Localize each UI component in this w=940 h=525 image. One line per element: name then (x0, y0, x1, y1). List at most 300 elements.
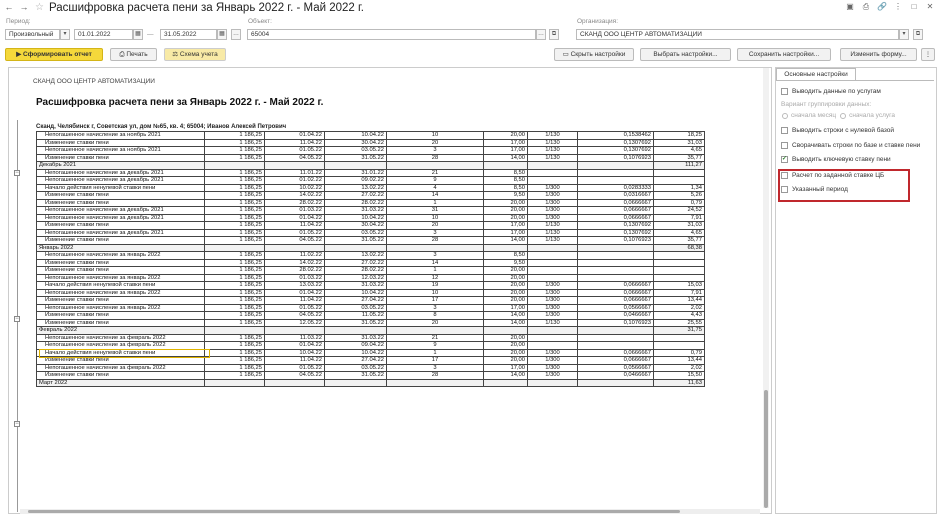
table-cell[interactable] (528, 162, 578, 170)
group-toggle-december[interactable]: − (15, 170, 19, 176)
table-cell[interactable] (205, 379, 265, 387)
table-row[interactable] (37, 132, 705, 140)
table-cell[interactable] (654, 169, 705, 177)
table-cell[interactable]: 20,00 (484, 267, 528, 275)
table-cell[interactable]: 1 186,25 (205, 214, 265, 222)
print-icon[interactable]: ⎙ (862, 2, 870, 11)
table-row[interactable] (37, 252, 705, 260)
table-cell[interactable]: 8,50 (484, 169, 528, 177)
table-row[interactable] (37, 199, 705, 207)
table-cell[interactable]: 35,77 (654, 154, 705, 162)
table-cell[interactable]: 1 186,25 (205, 154, 265, 162)
table-cell[interactable]: 0,0666667 (578, 357, 654, 365)
table-cell[interactable]: 12.03.22 (325, 274, 387, 282)
table-cell[interactable] (578, 274, 654, 282)
row-label-cell[interactable]: Изменение ставки пени (37, 139, 205, 147)
table-cell[interactable]: 1 186,25 (205, 334, 265, 342)
table-cell[interactable]: 30.04.22 (325, 139, 387, 147)
table-row[interactable] (37, 237, 705, 245)
table-cell[interactable]: 14 (387, 192, 484, 200)
table-cell[interactable]: 1 186,25 (205, 357, 265, 365)
table-cell[interactable]: 28 (387, 154, 484, 162)
table-row[interactable] (37, 274, 705, 282)
group-toggle-february[interactable]: − (15, 421, 19, 427)
table-cell[interactable]: 111,27 (654, 162, 705, 170)
table-cell[interactable]: 11.04.22 (265, 297, 325, 305)
table-cell[interactable]: 1/300 (528, 349, 578, 357)
row-label-cell[interactable]: Непогашенное начисление за декабрь 2021 (37, 207, 205, 215)
table-row[interactable] (37, 349, 705, 357)
table-cell[interactable]: 10.02.22 (265, 184, 325, 192)
table-cell[interactable]: 1/300 (528, 304, 578, 312)
table-cell[interactable]: 3 (387, 229, 484, 237)
table-cell[interactable]: 8,50 (484, 252, 528, 260)
table-row[interactable] (37, 327, 705, 335)
table-cell[interactable]: 20,00 (484, 207, 528, 215)
table-cell[interactable]: 2,02 (654, 364, 705, 372)
table-cell[interactable]: 0,0466667 (578, 312, 654, 320)
table-cell[interactable]: 20,00 (484, 289, 528, 297)
table-cell[interactable] (578, 252, 654, 260)
table-cell[interactable] (578, 259, 654, 267)
table-cell[interactable]: 0,1307692 (578, 139, 654, 147)
table-row[interactable] (37, 334, 705, 342)
table-cell[interactable]: 0,0666667 (578, 199, 654, 207)
table-cell[interactable]: 20,00 (484, 297, 528, 305)
table-cell[interactable] (578, 334, 654, 342)
table-cell[interactable]: 04.05.22 (265, 237, 325, 245)
table-cell[interactable] (578, 169, 654, 177)
table-cell[interactable]: 1 186,25 (205, 207, 265, 215)
table-row[interactable] (37, 297, 705, 305)
table-cell[interactable]: 14,00 (484, 237, 528, 245)
table-cell[interactable]: 1 186,25 (205, 222, 265, 230)
table-cell[interactable] (528, 274, 578, 282)
table-cell[interactable] (484, 327, 528, 335)
table-cell[interactable]: 1/300 (528, 364, 578, 372)
table-cell[interactable]: 28.02.22 (325, 199, 387, 207)
table-cell[interactable] (654, 259, 705, 267)
table-cell[interactable]: 14,00 (484, 312, 528, 320)
checkbox-collapse-rows[interactable] (781, 142, 788, 149)
row-label-cell[interactable]: Изменение ставки пени (37, 237, 205, 245)
table-cell[interactable]: 13.02.22 (325, 184, 387, 192)
option-zero-rows[interactable]: Выводить строки с нулевой базой (781, 127, 894, 134)
table-cell[interactable]: 1/300 (528, 199, 578, 207)
table-cell[interactable]: 9,50 (484, 192, 528, 200)
table-cell[interactable]: 17,00 (484, 304, 528, 312)
table-cell[interactable]: 14,00 (484, 319, 528, 327)
group-toggle-january[interactable]: − (15, 316, 19, 322)
checkbox-zero-rows[interactable] (781, 127, 788, 134)
table-cell[interactable] (387, 162, 484, 170)
table-cell[interactable] (578, 162, 654, 170)
forward-icon[interactable]: → (19, 2, 29, 12)
table-cell[interactable]: 1,34 (654, 184, 705, 192)
table-cell[interactable] (654, 334, 705, 342)
table-row[interactable] (37, 267, 705, 275)
row-label-cell[interactable]: Январь 2022 (37, 244, 205, 252)
table-cell[interactable] (325, 379, 387, 387)
table-cell[interactable]: 03.05.22 (325, 147, 387, 155)
more-actions-button[interactable]: ⋮ (921, 48, 935, 61)
table-row[interactable] (37, 259, 705, 267)
row-label-cell[interactable]: Февраль 2022 (37, 327, 205, 335)
table-cell[interactable]: 31.03.22 (325, 282, 387, 290)
table-cell[interactable]: 14.02.22 (265, 192, 325, 200)
table-cell[interactable]: 1 186,25 (205, 259, 265, 267)
table-cell[interactable]: 14 (387, 259, 484, 267)
table-cell[interactable]: 01.02.22 (265, 177, 325, 185)
table-cell[interactable] (325, 162, 387, 170)
table-cell[interactable]: 10.04.22 (325, 349, 387, 357)
row-label-cell[interactable]: Непогашенное начисление за январь 2022 (37, 289, 205, 297)
radio-month-first[interactable] (782, 113, 788, 119)
table-cell[interactable]: 30.04.22 (325, 222, 387, 230)
option-by-services[interactable]: Выводить данные по услугам (781, 88, 881, 95)
table-cell[interactable]: 0,0466667 (578, 372, 654, 380)
row-label-cell[interactable]: Непогашенное начисление за январь 2022 (37, 304, 205, 312)
table-cell[interactable]: 01.03.22 (265, 207, 325, 215)
print-button[interactable]: ⎙ Печать (110, 48, 157, 61)
table-cell[interactable]: 09.02.22 (325, 177, 387, 185)
generate-report-button[interactable]: ▶ Сформировать отчет (5, 48, 103, 61)
hide-settings-button[interactable]: ▭ Скрыть настройки (554, 48, 634, 61)
table-row[interactable] (37, 364, 705, 372)
table-cell[interactable]: 1/300 (528, 357, 578, 365)
table-cell[interactable]: 1 186,25 (205, 139, 265, 147)
table-cell[interactable]: 19 (387, 282, 484, 290)
table-cell[interactable] (654, 274, 705, 282)
table-cell[interactable] (528, 259, 578, 267)
table-cell[interactable]: 1/130 (528, 237, 578, 245)
table-cell[interactable]: 0,0316667 (578, 192, 654, 200)
table-cell[interactable]: 4,65 (654, 147, 705, 155)
table-cell[interactable]: 11,63 (654, 379, 705, 387)
table-cell[interactable]: 1 (387, 349, 484, 357)
table-row[interactable] (37, 177, 705, 185)
org-dropdown-icon[interactable]: ▾ (899, 29, 909, 40)
row-label-cell[interactable]: Начало действия ненулевой ставки пени (37, 184, 205, 192)
table-cell[interactable]: 1 186,25 (205, 192, 265, 200)
table-cell[interactable] (654, 177, 705, 185)
table-cell[interactable]: 1/130 (528, 132, 578, 140)
table-cell[interactable]: 3 (387, 147, 484, 155)
table-cell[interactable] (265, 244, 325, 252)
table-cell[interactable]: 21 (387, 334, 484, 342)
row-label-cell[interactable]: Непогашенное начисление за декабрь 2021 (37, 214, 205, 222)
table-cell[interactable]: 28.02.22 (265, 199, 325, 207)
table-cell[interactable]: 17,00 (484, 364, 528, 372)
choose-settings-button[interactable]: Выбрать настройки... (640, 48, 731, 61)
period-type-dropdown-icon[interactable]: ▾ (60, 29, 70, 40)
table-cell[interactable]: 03.05.22 (325, 229, 387, 237)
table-cell[interactable] (387, 327, 484, 335)
table-cell[interactable]: 1 186,25 (205, 229, 265, 237)
table-cell[interactable]: 0,1307692 (578, 229, 654, 237)
option-collapse-rows[interactable]: Сворачивать строки по базе и ставке пени (781, 142, 920, 149)
table-cell[interactable]: 20 (387, 139, 484, 147)
table-row[interactable] (37, 244, 705, 252)
table-cell[interactable]: 1 186,25 (205, 184, 265, 192)
table-cell[interactable]: 15,50 (654, 372, 705, 380)
table-cell[interactable]: 1 186,25 (205, 342, 265, 350)
back-icon[interactable]: ← (4, 2, 14, 12)
table-cell[interactable]: 0,0666667 (578, 297, 654, 305)
table-cell[interactable]: 01.05.22 (265, 147, 325, 155)
table-cell[interactable]: 31,03 (654, 222, 705, 230)
table-cell[interactable] (578, 379, 654, 387)
table-cell[interactable]: 11.04.22 (265, 139, 325, 147)
change-form-button[interactable]: Изменить форму... (840, 48, 917, 61)
table-cell[interactable]: 20,00 (484, 342, 528, 350)
row-label-cell[interactable]: Непогашенное начисление за ноябрь 2021 (37, 147, 205, 155)
table-cell[interactable] (484, 244, 528, 252)
row-label-cell[interactable]: Изменение ставки пени (37, 357, 205, 365)
table-cell[interactable]: 1/300 (528, 289, 578, 297)
table-cell[interactable]: 11.04.22 (265, 222, 325, 230)
table-cell[interactable]: 20 (387, 319, 484, 327)
table-cell[interactable] (205, 327, 265, 335)
vertical-scroll-thumb[interactable] (764, 390, 768, 508)
table-row[interactable] (37, 319, 705, 327)
table-cell[interactable]: 09.04.22 (325, 342, 387, 350)
table-cell[interactable]: 01.03.22 (265, 274, 325, 282)
table-cell[interactable]: 20,00 (484, 334, 528, 342)
table-cell[interactable]: 27.04.22 (325, 357, 387, 365)
table-cell[interactable]: 7,91 (654, 214, 705, 222)
table-cell[interactable]: 20,00 (484, 282, 528, 290)
table-cell[interactable]: 4,43 (654, 312, 705, 320)
table-cell[interactable]: 04.05.22 (265, 372, 325, 380)
table-cell[interactable] (528, 267, 578, 275)
table-cell[interactable]: 20,00 (484, 199, 528, 207)
table-cell[interactable]: 20,00 (484, 214, 528, 222)
table-cell[interactable]: 7,91 (654, 289, 705, 297)
table-cell[interactable]: 0,1076923 (578, 237, 654, 245)
table-cell[interactable]: 1 186,25 (205, 169, 265, 177)
table-cell[interactable]: 1/130 (528, 154, 578, 162)
table-cell[interactable]: 1 186,25 (205, 274, 265, 282)
table-cell[interactable]: 9 (387, 342, 484, 350)
table-cell[interactable]: 1/300 (528, 207, 578, 215)
table-cell[interactable]: 1/300 (528, 297, 578, 305)
table-cell[interactable]: 11.03.22 (265, 334, 325, 342)
table-row[interactable] (37, 304, 705, 312)
table-row[interactable] (37, 222, 705, 230)
table-cell[interactable]: 01.05.22 (265, 229, 325, 237)
table-cell[interactable]: 1/300 (528, 282, 578, 290)
table-cell[interactable]: 28.02.22 (265, 267, 325, 275)
table-cell[interactable] (578, 327, 654, 335)
table-cell[interactable]: 3 (387, 364, 484, 372)
table-cell[interactable] (528, 177, 578, 185)
table-row[interactable] (37, 169, 705, 177)
object-field[interactable]: 65004 (247, 29, 536, 40)
table-cell[interactable] (265, 162, 325, 170)
table-cell[interactable]: 1 186,25 (205, 237, 265, 245)
checkbox-key-rate[interactable]: ✓ (782, 156, 788, 162)
row-label-cell[interactable]: Изменение ставки пени (37, 199, 205, 207)
table-cell[interactable]: 1/300 (528, 372, 578, 380)
table-cell[interactable]: 0,1538462 (578, 132, 654, 140)
table-cell[interactable] (205, 162, 265, 170)
table-cell[interactable]: 17,00 (484, 147, 528, 155)
table-cell[interactable]: 17,00 (484, 139, 528, 147)
table-cell[interactable]: 68,38 (654, 244, 705, 252)
row-label-cell[interactable]: Изменение ставки пени (37, 154, 205, 162)
table-cell[interactable]: 31,03 (654, 139, 705, 147)
table-cell[interactable]: 31.01.22 (325, 169, 387, 177)
table-cell[interactable]: 1 (387, 199, 484, 207)
more-icon[interactable]: ⋮ (894, 2, 902, 11)
table-cell[interactable]: 20,00 (484, 357, 528, 365)
table-cell[interactable]: 1 186,25 (205, 289, 265, 297)
table-cell[interactable]: 10 (387, 132, 484, 140)
table-cell[interactable] (325, 327, 387, 335)
table-cell[interactable]: 17,00 (484, 222, 528, 230)
table-cell[interactable]: 1 186,25 (205, 312, 265, 320)
table-cell[interactable]: 1 186,25 (205, 132, 265, 140)
table-cell[interactable] (654, 267, 705, 275)
table-cell[interactable]: 0,1307692 (578, 147, 654, 155)
table-cell[interactable]: 11.01.22 (265, 169, 325, 177)
table-cell[interactable]: 31.05.22 (325, 372, 387, 380)
table-cell[interactable]: 28 (387, 237, 484, 245)
row-label-cell[interactable]: Непогашенное начисление за декабрь 2021 (37, 177, 205, 185)
table-cell[interactable]: 0,0566667 (578, 364, 654, 372)
table-cell[interactable]: 0,0566667 (578, 304, 654, 312)
table-cell[interactable]: 0,79 (654, 199, 705, 207)
table-cell[interactable]: 3 (387, 252, 484, 260)
table-cell[interactable]: 24,52 (654, 207, 705, 215)
table-row[interactable] (37, 357, 705, 365)
option-cb-rate[interactable]: Расчет по заданной ставке ЦБ (781, 172, 884, 179)
table-cell[interactable]: 1 186,25 (205, 199, 265, 207)
table-cell[interactable]: 10 (387, 289, 484, 297)
table-cell[interactable] (528, 252, 578, 260)
table-cell[interactable]: 1/130 (528, 319, 578, 327)
table-cell[interactable] (265, 327, 325, 335)
table-cell[interactable]: 13,44 (654, 357, 705, 365)
row-label-cell[interactable]: Март 2022 (37, 379, 205, 387)
table-row[interactable] (37, 312, 705, 320)
table-cell[interactable]: 0,0666667 (578, 349, 654, 357)
option-key-rate[interactable]: ✓ Выводить ключевую ставку пени (782, 156, 891, 163)
favorite-star-icon[interactable]: ☆ (35, 2, 44, 13)
period-ellipsis-button[interactable]: … (231, 29, 241, 40)
table-cell[interactable]: 13.03.22 (265, 282, 325, 290)
table-cell[interactable]: 1 186,25 (205, 364, 265, 372)
table-cell[interactable]: 01.04.22 (265, 214, 325, 222)
table-cell[interactable]: 8,50 (484, 184, 528, 192)
table-cell[interactable]: 20,00 (484, 349, 528, 357)
row-label-cell[interactable]: Непогашенное начисление за февраль 2022 (37, 342, 205, 350)
table-cell[interactable]: 4,65 (654, 229, 705, 237)
table-cell[interactable]: 12 (387, 274, 484, 282)
table-cell[interactable]: 01.05.22 (265, 304, 325, 312)
table-cell[interactable]: 1 186,25 (205, 177, 265, 185)
date-from-field[interactable]: 01.01.2022 (74, 29, 133, 40)
row-label-cell[interactable]: Изменение ставки пени (37, 372, 205, 380)
table-cell[interactable]: 0,0666667 (578, 289, 654, 297)
table-cell[interactable]: 8,50 (484, 177, 528, 185)
save-settings-button[interactable]: Сохранить настройки... (737, 48, 831, 61)
table-cell[interactable]: 0,0283333 (578, 184, 654, 192)
table-cell[interactable] (528, 327, 578, 335)
row-label-cell[interactable]: Изменение ставки пени (37, 192, 205, 200)
table-cell[interactable] (387, 379, 484, 387)
table-cell[interactable]: 10.04.22 (325, 132, 387, 140)
table-cell[interactable]: 4 (387, 184, 484, 192)
table-cell[interactable]: 01.04.22 (265, 289, 325, 297)
table-cell[interactable]: 11.02.22 (265, 252, 325, 260)
table-cell[interactable]: 11.05.22 (325, 312, 387, 320)
table-cell[interactable]: 1 186,25 (205, 282, 265, 290)
table-cell[interactable]: 1 186,25 (205, 319, 265, 327)
table-row[interactable] (37, 342, 705, 350)
row-label-cell[interactable]: Непогашенное начисление за январь 2022 (37, 274, 205, 282)
radio-service-first[interactable] (840, 113, 846, 119)
table-cell[interactable]: 1/300 (528, 214, 578, 222)
checkbox-by-services[interactable] (781, 88, 788, 95)
table-cell[interactable]: 1/130 (528, 139, 578, 147)
table-row[interactable] (37, 154, 705, 162)
save-icon[interactable]: ▣ (846, 2, 854, 11)
table-row[interactable] (37, 162, 705, 170)
table-cell[interactable]: 1 186,25 (205, 252, 265, 260)
table-cell[interactable]: 01.04.22 (265, 342, 325, 350)
table-cell[interactable] (578, 244, 654, 252)
table-row[interactable] (37, 184, 705, 192)
table-row[interactable] (37, 282, 705, 290)
table-cell[interactable]: 14,00 (484, 372, 528, 380)
table-cell[interactable]: 8 (387, 312, 484, 320)
table-cell[interactable] (578, 177, 654, 185)
scheme-button[interactable]: ⚖ Схема учета (164, 48, 226, 61)
table-cell[interactable] (528, 379, 578, 387)
table-row[interactable] (37, 229, 705, 237)
row-label-cell[interactable]: Непогашенное начисление за февраль 2022 (37, 334, 205, 342)
table-row[interactable] (37, 139, 705, 147)
table-cell[interactable] (654, 252, 705, 260)
table-cell[interactable]: 3 (387, 304, 484, 312)
table-cell[interactable] (484, 162, 528, 170)
table-cell[interactable]: 31.05.22 (325, 237, 387, 245)
table-cell[interactable]: 03.05.22 (325, 364, 387, 372)
table-cell[interactable]: 1/130 (528, 147, 578, 155)
table-cell[interactable]: 17 (387, 357, 484, 365)
table-cell[interactable]: 1 186,25 (205, 147, 265, 155)
table-cell[interactable]: 14.02.22 (265, 259, 325, 267)
table-cell[interactable] (528, 342, 578, 350)
table-cell[interactable]: 0,0666667 (578, 214, 654, 222)
row-label-cell[interactable]: Декабрь 2021 (37, 162, 205, 170)
table-row[interactable] (37, 289, 705, 297)
table-cell[interactable] (205, 244, 265, 252)
table-cell[interactable]: 27.02.22 (325, 259, 387, 267)
table-cell[interactable]: 1 186,25 (205, 267, 265, 275)
table-row[interactable] (37, 214, 705, 222)
table-cell[interactable]: 25,55 (654, 319, 705, 327)
option-period[interactable]: Указанный период (781, 186, 848, 193)
table-cell[interactable] (654, 342, 705, 350)
table-cell[interactable]: 1 186,25 (205, 349, 265, 357)
table-row[interactable] (37, 372, 705, 380)
table-cell[interactable]: 1 186,25 (205, 372, 265, 380)
table-row[interactable] (37, 147, 705, 155)
table-cell[interactable]: 0,79 (654, 349, 705, 357)
